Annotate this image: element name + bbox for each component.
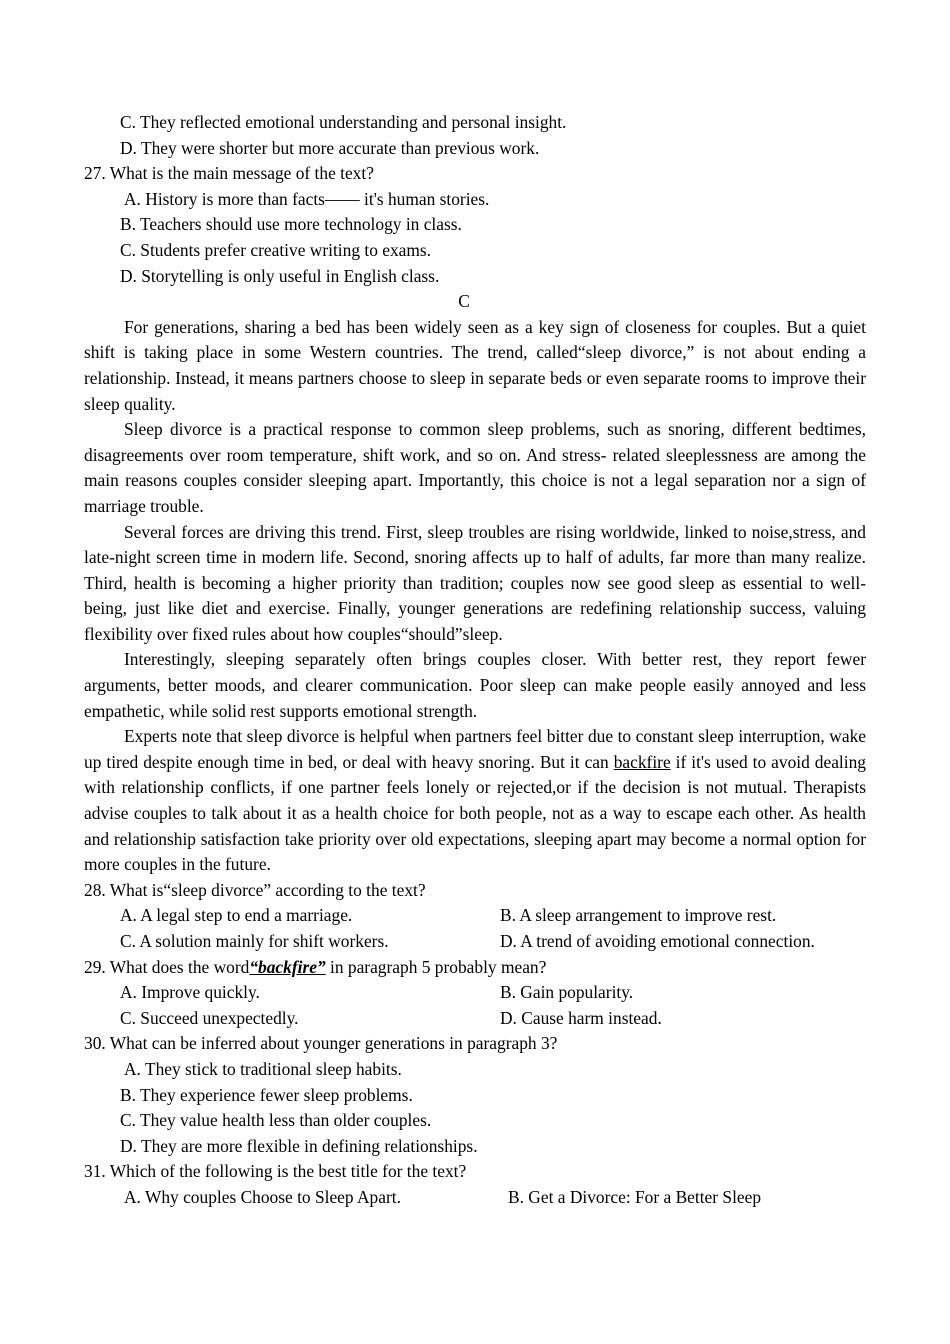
question-31-option-row-1 [84, 1185, 866, 1211]
question-31 [84, 1159, 866, 1210]
question-29-emphasis-backfire: “backfire” [249, 956, 326, 977]
question-28-option-c: C. A solution mainly for shift workers. [120, 931, 389, 951]
section-letter-c: C [458, 291, 470, 312]
question-28-option-row-1 [84, 903, 866, 929]
question-29-option-row-2 [84, 1006, 866, 1032]
question-29-option-d: D. Cause harm instead. [500, 1007, 662, 1028]
question-27-stem: 27. What is the main message of the text? [84, 163, 374, 184]
question-30-option-c: C. They value health less than older couples. [120, 1110, 432, 1131]
question-30 [84, 1031, 866, 1159]
question-28-option-a: A. A legal step to end a marriage. [120, 905, 353, 926]
question-29-option-c: C. Succeed unexpectedly. [120, 1007, 299, 1028]
passage-paragraph-5 [84, 724, 871, 878]
question-28-option-d: D. A trend of avoiding emotional connection. [500, 931, 815, 951]
question-27-option-c: C. Students prefer creative writing to exams. [120, 239, 432, 260]
backfire-underlined-word: backfire [613, 751, 671, 772]
question-31-stem: 31. Which of the following is the best title for the text? [84, 1161, 467, 1182]
question-29-stem-before: 29. What does the word [84, 956, 250, 977]
question-30-option-d: D. They are more flexible in defining relationships. [120, 1135, 478, 1156]
passage-paragraph-2: Sleep divorce is a practical response to common sleep problems, such as snoring, different bedtimes, disagreements over room temperature, shift work, and so on. And stress- related sleeplessness are among the main reasons couples consider sleeping apart. Importantly, this choice is not a legal separation nor a sign of marriage trouble. [84, 419, 871, 516]
paragraph-5-text-after: if it's used to avoid dealing with relationship conflicts, if one partner feels lonely or rejected,or if the decision is not mutual. Therapists advise couples to talk about it as a health choice for both people, not as a way to escape each other. As health and relationship satisfaction take priority over old expectations, sleeping apart may become a normal option for more couples in the future. [84, 751, 871, 875]
reading-passage [84, 315, 871, 878]
question-31-option-b: B. Get a Divorce: For a Better Sleep [508, 1186, 762, 1207]
option-c: C. They reflected emotional understanding and personal insight. [120, 112, 567, 132]
question-29-option-a: A. Improve quickly. [120, 982, 260, 1003]
question-29-stem-after: in paragraph 5 probably mean? [325, 956, 547, 977]
question-29-stem [84, 955, 866, 981]
passage-paragraph-1: For generations, sharing a bed has been widely seen as a key sign of closeness for couples. But a quiet shift is taking place in some Western countries. The trend, called“sleep divorce,” is not about ending a relationship. Instead, it means partners choose to sleep in separate beds or even separate rooms to improve their sleep quality. [84, 316, 871, 414]
question-30-option-a: A. They stick to traditional sleep habits. [124, 1058, 402, 1079]
question-30-option-b: B. They experience fewer sleep problems. [120, 1084, 413, 1105]
question-27-option-d: D. Storytelling is only useful in English class. [120, 265, 440, 286]
question-27-option-a: A. History is more than facts—— it's human stories. [124, 188, 490, 209]
option-d: D. They were shorter but more accurate than previous work. [120, 137, 540, 158]
question-31-option-a: A. Why couples Choose to Sleep Apart. [124, 1186, 401, 1207]
paragraph-5-text-before: Experts note that sleep divorce is helpful when partners feel bitter due to constant sleep interruption, wake up tired despite enough time in bed, or deal with heavy snoring. But it can [84, 726, 871, 772]
question-27 [84, 161, 866, 289]
question-29-option-b: B. Gain popularity. [500, 982, 634, 1003]
passage-paragraph-3: Several forces are driving this trend. First, sleep troubles are rising worldwide, linked to noise,stress, and late-night screen time in modern life. Second, snoring affects up to half of adults, far more than many realize. Third, health is becoming a higher priority than tradition; couples now see good sleep as essential to well- being, just like diet and exercise. Finally, younger generations are redefining relationship success, valuing flexibility over fixed rules about how couples“should”sleep. [84, 521, 871, 644]
question-30-stem: 30. What can be inferred about younger generations in paragraph 3? [84, 1033, 558, 1054]
question-29 [84, 955, 866, 1032]
page-content [84, 110, 871, 1211]
question-27-option-b: B. Teachers should use more technology in class. [120, 214, 462, 235]
question-28-stem: 28. What is“sleep divorce” according to the text? [84, 879, 426, 900]
question-29-option-row-1 [84, 980, 866, 1006]
question-28 [84, 878, 866, 955]
question-28-option-b: B. A sleep arrangement to improve rest. [500, 905, 777, 926]
question-28-option-row-2 [84, 929, 866, 955]
passage-paragraph-4: Interestingly, sleeping separately often brings couples closer. With better rest, they report fewer arguments, better moods, and clearer communication. Poor sleep can make people easily annoyed and less empathetic, while solid rest supports emotional strength. [84, 649, 871, 721]
carryover-options-block [84, 110, 866, 161]
